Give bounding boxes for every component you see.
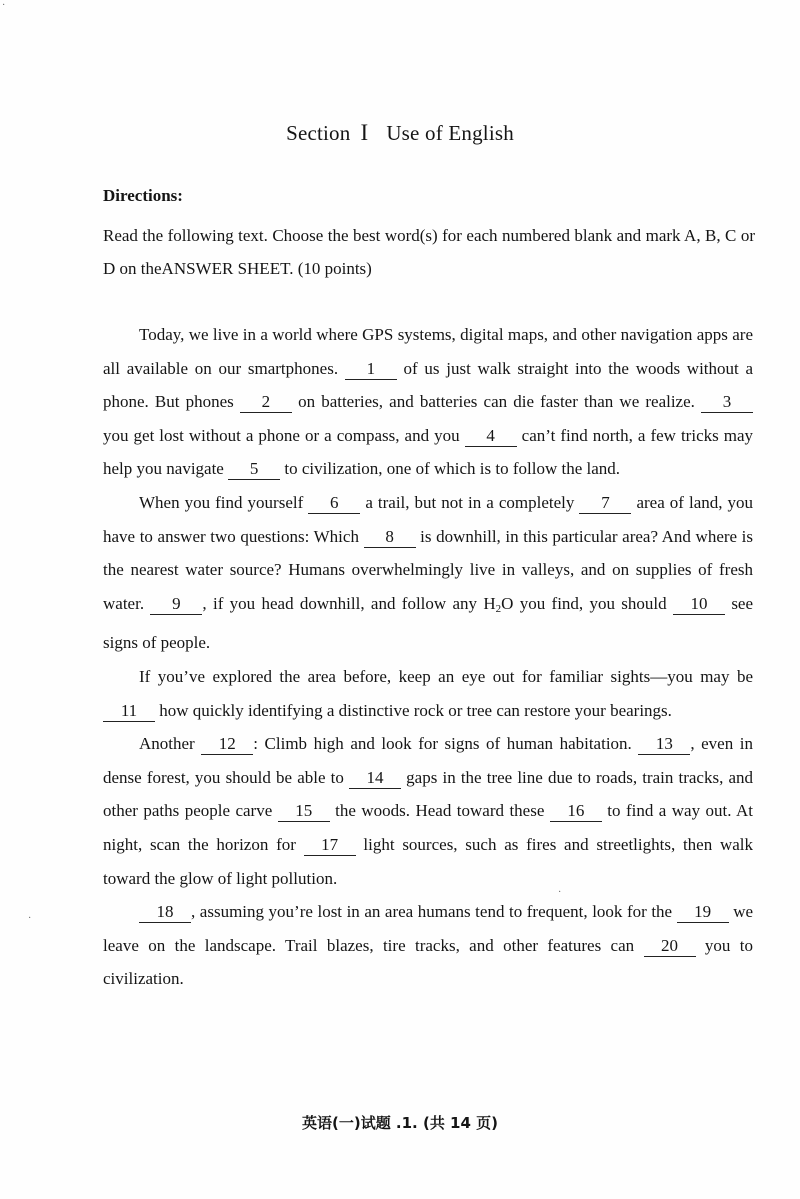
blank-8: 8: [364, 527, 416, 548]
directions-text: Read the following text. Choose the best word(s) for each numbered blank and mark A, B, C or D on theANSWER SHEET. (10 points): [103, 226, 755, 278]
passage-text: Another: [139, 734, 195, 754]
blank-6: 6: [308, 493, 360, 514]
scan-speck: ·: [28, 913, 32, 924]
passage-text: of us just walk straight into the woods without a phone. But phones: [103, 358, 754, 412]
passage-text: how quickly identifying a distinctive rock or tree can restore your bearings.: [159, 700, 672, 720]
blank-4: 4: [465, 426, 517, 447]
passage-text: If you’ve explored the area before, keep an eye out for familiar sights—you may be: [139, 666, 753, 686]
paragraph-4: [103, 727, 753, 895]
passage-text: the woods. Head toward these: [335, 801, 545, 821]
section-numeral: I: [360, 120, 369, 145]
passage-text: we leave on the landscape. Trail blazes, tire tracks, and other features can: [103, 902, 754, 955]
blank-5: 5: [228, 459, 280, 480]
directions-heading-colon: :: [177, 186, 183, 205]
blank-3: 3: [701, 392, 753, 413]
blank-13: 13: [638, 734, 690, 755]
passage-text: is downhill, in this particular area? And where is the nearest water source? Humans overwhelmingly live in valleys, and on supplies of fresh water.: [103, 526, 754, 613]
section-label: Section: [286, 121, 351, 145]
passage-text: gaps in the tree line due to roads, train tracks, and other paths people carve: [103, 767, 754, 821]
blank-1: 1: [345, 359, 397, 380]
scan-speck: ·: [558, 887, 562, 898]
page-footer: 英语(一)试题 .1. (共 14 页): [301, 1114, 499, 1132]
passage-text: to find a way out. At night, scan the horizon for: [103, 801, 754, 854]
passage-text: you get lost without a phone or a compass, and you: [103, 425, 460, 445]
blank-10: 10: [673, 594, 725, 615]
blank-15: 15: [278, 801, 330, 822]
passage-text: on batteries, and batteries can die faster than we realize.: [298, 392, 695, 412]
passage-text: you to civilization.: [103, 935, 753, 989]
blank-18: 18: [139, 902, 191, 923]
paragraph-5: [103, 895, 753, 996]
paragraph-3: [103, 660, 753, 727]
passage-text: area of land, you have to answer two questions: Which: [103, 492, 754, 546]
passage: [103, 318, 753, 996]
blank-2: 2: [240, 392, 292, 413]
passage-text: see signs of people.: [103, 593, 754, 653]
blank-9: 9: [150, 594, 202, 615]
blank-12: 12: [201, 734, 253, 755]
passage-text: When you find yourself: [139, 492, 304, 512]
directions-heading-text: Directions: [103, 186, 178, 205]
passage-text: , if you head downhill, and follow any H: [202, 593, 496, 613]
passage-text: a trail, but not in a completely: [365, 492, 575, 512]
blank-16: 16: [550, 801, 602, 822]
directions-heading: [103, 186, 183, 206]
passage-text: , assuming you’re lost in an area humans tend to frequent, look for the: [191, 902, 673, 922]
blank-14: 14: [349, 768, 401, 789]
passage-text: light sources, such as fires and streetlights, then walk toward the glow of light pollution.: [103, 834, 754, 888]
passage-text: can’t find north, a few tricks may help you navigate: [103, 425, 754, 479]
passage-text: Today, we live in a world where GPS systems, digital maps, and other navigation apps are all available on our smartphones.: [103, 325, 753, 378]
blank-19: 19: [677, 902, 729, 923]
paragraph-2: [103, 486, 753, 660]
subscript-2: 2: [495, 602, 502, 615]
scan-speck: ·: [2, 0, 6, 11]
blank-7: 7: [579, 493, 631, 514]
passage-text: O you find, you should: [501, 593, 667, 613]
passage-text: , even in dense forest, you should be able to: [103, 734, 753, 787]
section-title: [0, 120, 800, 146]
blank-17: 17: [304, 835, 356, 856]
passage-text: to civilization, one of which is to follow the land.: [284, 459, 621, 479]
paragraph-1: [103, 318, 753, 486]
section-name: Use of English: [386, 121, 514, 145]
blank-20: 20: [644, 936, 696, 957]
passage-text: : Climb high and look for signs of human habitation.: [253, 734, 632, 754]
blank-11: 11: [103, 701, 155, 722]
